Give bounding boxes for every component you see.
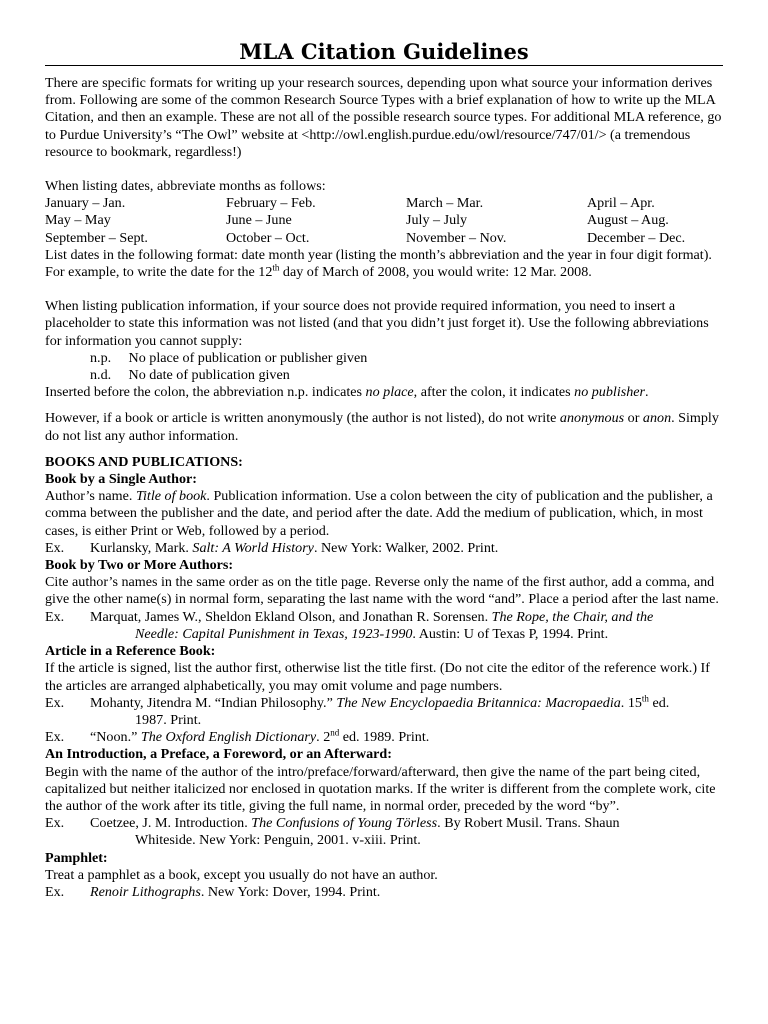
example-single-author: Ex. Kurlansky, Mark. Salt: A World History. New York: Walker, 2002. Print. (45, 539, 499, 556)
month-cell: April – Apr. (587, 195, 655, 212)
month-cell: September – Sept. (45, 229, 148, 246)
month-cell: February – Feb. (226, 195, 316, 212)
dates-lead: When listing dates, abbreviate months as follows: (45, 178, 326, 195)
month-cell: March – Mar. (406, 195, 484, 212)
example-label: Ex. (45, 539, 65, 556)
example-introduction: Ex. Coetzee, J. M. Introduction. The Confusions of Young Törless. By Robert Musil. Trans. Shaun Whiteside. New York: Penguin, 2001. v-xiii. Print. (45, 815, 620, 849)
subheading-reference-book: Article in a Reference Book: (45, 643, 216, 660)
pubinfo-paragraph: When listing publication information, if your source does not provide required information, you need to insert a placeholder to state this information was not listed (and that you didn’t just forget it). Use the following abbreviations for information you cannot supply: (45, 298, 709, 349)
month-abbreviation-table (45, 195, 723, 247)
month-cell: June – June (226, 212, 292, 229)
subheading-introduction: An Introduction, a Preface, a Foreword, or an Afterward: (45, 746, 392, 763)
month-cell: November – Nov. (406, 229, 507, 246)
example-reference-book-2: Ex. “Noon.” The Oxford English Dictionary. 2nd ed. 1989. Print. (45, 727, 430, 746)
pamphlet-description: Treat a pamphlet as a book, except you usually do not have an author. (45, 866, 438, 883)
month-cell: August – Aug. (587, 212, 669, 229)
example-reference-book-1: Ex. Mohanty, Jitendra M. “Indian Philosophy.” The New Encyclopaedia Britannica: Macropaedia. 15th ed. 1987. Print. (45, 693, 670, 728)
month-cell: May – May (45, 212, 111, 229)
document-page (45, 40, 723, 901)
abbreviation-nd: n.d. No date of publication given (90, 367, 290, 384)
example-pamphlet: Ex. Renoir Lithographs. New York: Dover, 1994. Print. (45, 883, 381, 900)
subheading-pamphlet: Pamphlet: (45, 849, 108, 866)
abbreviation-np: n.p. No place of publication or publisher given (90, 349, 368, 366)
section-heading-books: BOOKS AND PUBLICATIONS: (45, 453, 243, 470)
anonymous-paragraph: However, if a book or article is written anonymously (the author is not listed), do not write anonymous or anon. Simply do not list any author information. (45, 410, 719, 444)
example-multiple-authors: Ex. Marquat, James W., Sheldon Ekland Olson, and Jonathan R. Sorensen. The Rope, the Chair, and the Needle: Capital Punishment in Texas, 1923-1990. Austin: U of Texas P, 1994. Print. (45, 608, 654, 642)
example-label: Ex. (45, 883, 65, 900)
example-label: Ex. (45, 729, 65, 746)
date-format-paragraph: List dates in the following format: date month year (listing the month’s abbreviation and the year in four digit format). For example, to write the date for the 12th day of March of 2008, you would write: 12 Mar. 2008. (45, 246, 712, 281)
subheading-multiple-authors: Book by Two or More Authors: (45, 557, 234, 574)
subheading-single-author: Book by a Single Author: (45, 471, 197, 488)
month-cell: October – Oct. (226, 229, 310, 246)
multiple-authors-description: Cite author’s names in the same order as on the title page. Reverse only the name of the first author, add a comma, and give the other name(s) in normal form, separating the last name with the word “and”. Place a period after the last name. (45, 574, 719, 608)
example-label: Ex. (45, 694, 65, 711)
example-label: Ex. (45, 815, 65, 832)
single-author-description: Author’s name. Title of book. Publication information. Use a colon between the city of publication and the publisher, a comma between the publisher and the date, and period after the date. Add the medium of publication, which, in most cases, is either Print or Web, followed by a period. (45, 488, 713, 539)
page-title: MLA Citation Guidelines (45, 40, 723, 66)
month-cell: December – Dec. (587, 229, 686, 246)
reference-book-description: If the article is signed, list the author first, otherwise list the title first. (Do not cite the editor of the reference work.) If the articles are arranged alphabetically, you may omit volume and page numbers. (45, 660, 710, 694)
month-cell: January – Jan. (45, 195, 126, 212)
intro-paragraph: There are specific formats for writing up your research sources, depending upon what source your information derives from. Following are some of the common Research Source Types with a brief explanation of how to write up the MLA Citation, and then an example. These are not all of the possible research source types. For additional MLA reference, go to Purdue University’s “The Owl” website at <http://owl.english.purdue.edu/owl/resource/747/01/> (a tremendous resource to bookmark, regardless!) (45, 75, 722, 160)
month-cell: July – July (406, 212, 468, 229)
inserted-note: Inserted before the colon, the abbreviation n.p. indicates no place, after the colon, it indicates no publisher. (45, 384, 649, 401)
example-label: Ex. (45, 608, 65, 625)
introduction-description: Begin with the name of the author of the intro/preface/forward/afterward, then give the name of the part being cited, capitalized but neither italicized nor enclosed in quotation marks. If the writer is different from the complete work, cite the author of the work after its title, giving the full name, in normal order, preceded by the word “by”. (45, 763, 716, 814)
